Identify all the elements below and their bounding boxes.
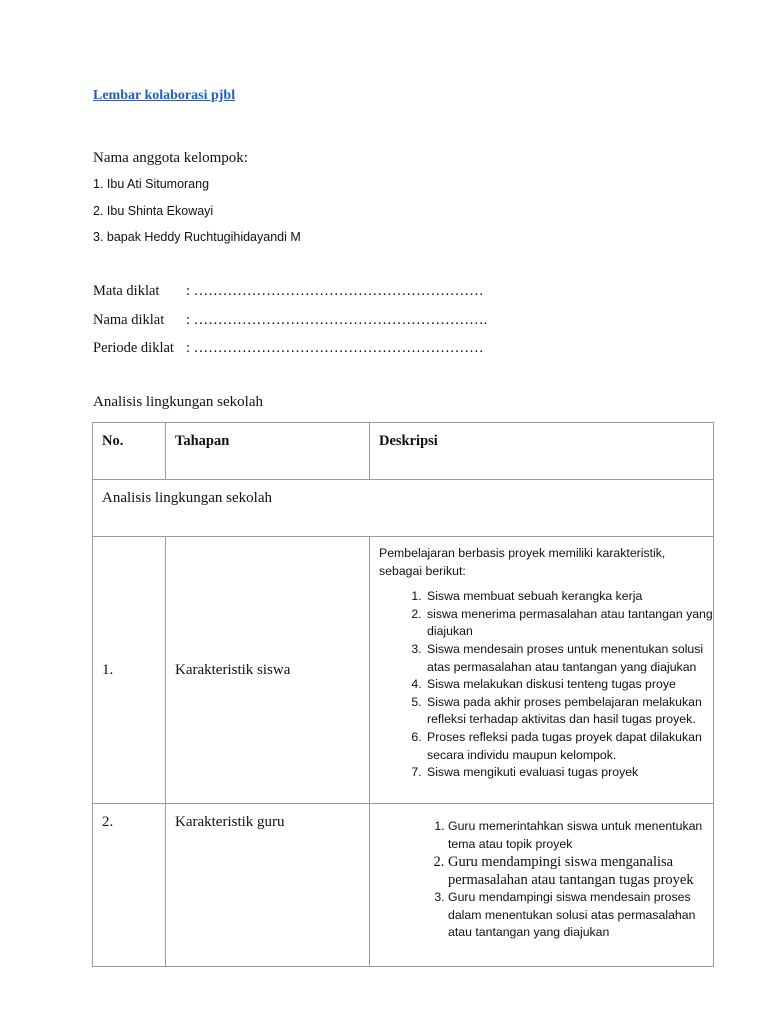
list-item: 2. Guru mendampingi siswa menganalisa permasalahan atau tantangan tugas proyek [448,853,713,889]
member-item: 1. Ibu Ati Situmorang [93,177,210,191]
list-item: 1. Guru memerintahkan siswa untuk menentukan tema atau topik proyek [448,818,713,853]
description-list [370,588,713,782]
field-value: : ……………………………………………………. [186,312,488,328]
field-value: : …………………………………………………… [186,283,484,299]
field-periode-diklat [93,340,484,357]
list-item: 5. Siswa pada akhir proses pembelajaran melakukan refleksi terhadap aktivitas dan hasil tugas proyek. [425,694,713,729]
row-description [370,537,714,804]
header-no: No. [93,423,166,480]
document-title[interactable]: Lembar kolaborasi pjbl [93,88,236,103]
list-item: 4. Siswa melakukan diskusi tenteng tugas proye [425,676,713,694]
description-list [370,818,713,942]
member-item: 2. Ibu Shinta Ekowayi [93,204,214,218]
row-number: 2. [93,804,166,967]
description-intro: Pembelajaran berbasis proyek memiliki karakteristik, sebagai berikut: [379,546,666,578]
member-item: 3. bapak Heddy Ruchtugihidayandi M [93,230,301,244]
row-description [370,804,714,967]
field-value: : …………………………………………………… [186,340,484,356]
table-row [93,537,714,804]
row-stage: Karakteristik guru [166,804,370,967]
list-item: 3. Siswa mendesain proses untuk menentukan solusi atas permasalahan atau tantangan yang diajukan [425,641,713,676]
list-item: 2. siswa menerima permasalahan atau tantangan yang diajukan [425,606,713,641]
header-deskripsi: Deskripsi [370,423,714,480]
table-row [93,804,714,967]
row-stage: Karakteristik siswa [166,537,370,804]
table-header-row [93,423,714,480]
section-row-label: Analisis lingkungan sekolah [93,480,714,537]
list-item: 7. Siswa mengikuti evaluasi tugas proyek [425,764,713,782]
list-item: 3. Guru mendampingi siswa mendesain proses dalam menentukan solusi atas permasalahan atau tantangan yang diajukan [448,889,713,942]
table-section-row [93,480,714,537]
field-label: Periode diklat [93,340,174,356]
field-label: Mata diklat [93,283,160,299]
section-label: Analisis lingkungan sekolah [93,394,263,410]
members-label: Nama anggota kelompok: [93,150,248,166]
field-mata-diklat [93,283,484,300]
list-item: 1. Siswa membuat sebuah kerangka kerja [425,588,713,606]
analysis-table [92,422,714,967]
field-nama-diklat [93,312,487,329]
list-item: 6. Proses refleksi pada tugas proyek dapat dilakukan secara individu maupun kelompok. [425,729,713,764]
row-number: 1. [93,537,166,804]
header-tahapan: Tahapan [166,423,370,480]
field-label: Nama diklat [93,312,165,328]
